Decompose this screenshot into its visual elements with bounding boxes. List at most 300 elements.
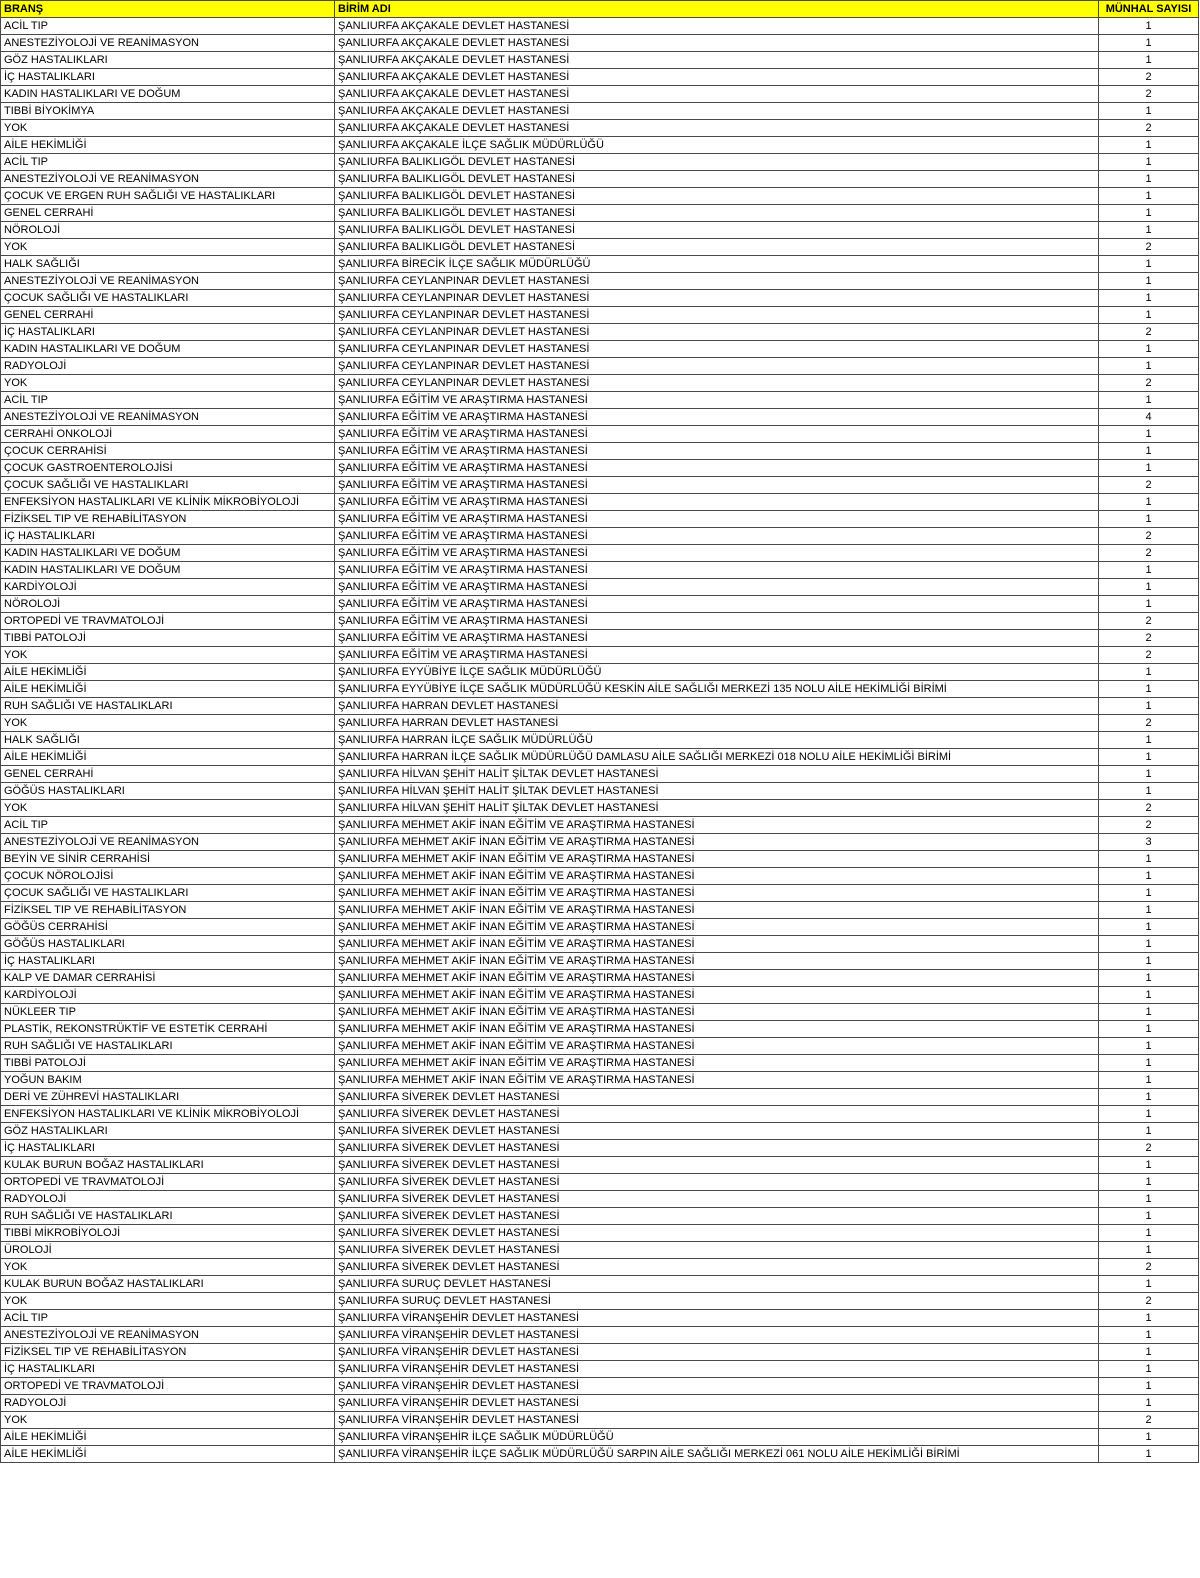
cell-munhal-sayisi: 1 xyxy=(1099,1072,1199,1089)
cell-munhal-sayisi: 2 xyxy=(1099,817,1199,834)
cell-brans: İÇ HASTALIKLARI xyxy=(1,69,335,86)
table-row xyxy=(1,970,1199,987)
cell-munhal-sayisi: 2 xyxy=(1099,613,1199,630)
cell-munhal-sayisi: 1 xyxy=(1099,1327,1199,1344)
table-row xyxy=(1,273,1199,290)
table-row xyxy=(1,443,1199,460)
cell-birim-adi: ŞANLIURFA HİLVAN ŞEHİT HALİT ŞİLTAK DEVLET HASTANESİ xyxy=(335,800,1099,817)
table-row xyxy=(1,783,1199,800)
cell-munhal-sayisi: 1 xyxy=(1099,579,1199,596)
cell-birim-adi: ŞANLIURFA EĞİTİM VE ARAŞTIRMA HASTANESİ xyxy=(335,477,1099,494)
cell-brans: ANESTEZİYOLOJİ VE REANİMASYON xyxy=(1,273,335,290)
cell-brans: RUH SAĞLIĞI VE HASTALIKLARI xyxy=(1,1208,335,1225)
table-row xyxy=(1,154,1199,171)
cell-birim-adi: ŞANLIURFA VİRANŞEHİR DEVLET HASTANESİ xyxy=(335,1395,1099,1412)
table-row xyxy=(1,1123,1199,1140)
cell-birim-adi: ŞANLIURFA MEHMET AKİF İNAN EĞİTİM VE ARAŞTIRMA HASTANESİ xyxy=(335,834,1099,851)
table-row xyxy=(1,1446,1199,1463)
cell-birim-adi: ŞANLIURFA SİVEREK DEVLET HASTANESİ xyxy=(335,1106,1099,1123)
cell-brans: GENEL CERRAHİ xyxy=(1,205,335,222)
cell-birim-adi: ŞANLIURFA EĞİTİM VE ARAŞTIRMA HASTANESİ xyxy=(335,545,1099,562)
cell-munhal-sayisi: 1 xyxy=(1099,273,1199,290)
table-row xyxy=(1,1310,1199,1327)
cell-birim-adi: ŞANLIURFA SİVEREK DEVLET HASTANESİ xyxy=(335,1225,1099,1242)
table-row xyxy=(1,222,1199,239)
cell-brans: ENFEKSİYON HASTALIKLARI VE KLİNİK MİKROBİYOLOJİ xyxy=(1,1106,335,1123)
cell-brans: YOK xyxy=(1,715,335,732)
cell-brans: ÇOCUK SAĞLIĞI VE HASTALIKLARI xyxy=(1,885,335,902)
cell-brans: YOK xyxy=(1,375,335,392)
cell-birim-adi: ŞANLIURFA EĞİTİM VE ARAŞTIRMA HASTANESİ xyxy=(335,579,1099,596)
cell-brans: İÇ HASTALIKLARI xyxy=(1,1140,335,1157)
table-row xyxy=(1,817,1199,834)
cell-munhal-sayisi: 1 xyxy=(1099,970,1199,987)
cell-birim-adi: ŞANLIURFA VİRANŞEHİR İLÇE SAĞLIK MÜDÜRLÜĞÜ xyxy=(335,1429,1099,1446)
table-row xyxy=(1,868,1199,885)
cell-brans: BEYİN VE SİNİR CERRAHİSİ xyxy=(1,851,335,868)
cell-brans: AİLE HEKİMLİĞİ xyxy=(1,681,335,698)
cell-munhal-sayisi: 2 xyxy=(1099,647,1199,664)
table-row xyxy=(1,341,1199,358)
table-row xyxy=(1,426,1199,443)
cell-birim-adi: ŞANLIURFA AKÇAKALE DEVLET HASTANESİ xyxy=(335,69,1099,86)
cell-munhal-sayisi: 1 xyxy=(1099,426,1199,443)
cell-brans: YOK xyxy=(1,1293,335,1310)
cell-birim-adi: ŞANLIURFA MEHMET AKİF İNAN EĞİTİM VE ARAŞTIRMA HASTANESİ xyxy=(335,1004,1099,1021)
cell-birim-adi: ŞANLIURFA MEHMET AKİF İNAN EĞİTİM VE ARAŞTIRMA HASTANESİ xyxy=(335,902,1099,919)
table-row xyxy=(1,664,1199,681)
table-row xyxy=(1,1157,1199,1174)
cell-munhal-sayisi: 3 xyxy=(1099,834,1199,851)
cell-birim-adi: ŞANLIURFA EĞİTİM VE ARAŞTIRMA HASTANESİ xyxy=(335,647,1099,664)
cell-birim-adi: ŞANLIURFA BALIKLIGÖL DEVLET HASTANESİ xyxy=(335,205,1099,222)
cell-brans: KADIN HASTALIKLARI VE DOĞUM xyxy=(1,562,335,579)
cell-munhal-sayisi: 1 xyxy=(1099,1038,1199,1055)
cell-munhal-sayisi: 1 xyxy=(1099,1004,1199,1021)
cell-munhal-sayisi: 1 xyxy=(1099,1123,1199,1140)
cell-munhal-sayisi: 1 xyxy=(1099,154,1199,171)
cell-munhal-sayisi: 1 xyxy=(1099,562,1199,579)
cell-birim-adi: ŞANLIURFA VİRANŞEHİR DEVLET HASTANESİ xyxy=(335,1412,1099,1429)
cell-munhal-sayisi: 1 xyxy=(1099,1310,1199,1327)
cell-brans: ORTOPEDİ VE TRAVMATOLOJİ xyxy=(1,613,335,630)
cell-birim-adi: ŞANLIURFA SİVEREK DEVLET HASTANESİ xyxy=(335,1208,1099,1225)
cell-munhal-sayisi: 1 xyxy=(1099,1208,1199,1225)
table-row xyxy=(1,851,1199,868)
cell-birim-adi: ŞANLIURFA BALIKLIGÖL DEVLET HASTANESİ xyxy=(335,188,1099,205)
cell-munhal-sayisi: 2 xyxy=(1099,1412,1199,1429)
table-row xyxy=(1,766,1199,783)
cell-brans: ANESTEZİYOLOJİ VE REANİMASYON xyxy=(1,1327,335,1344)
cell-brans: HALK SAĞLIĞI xyxy=(1,732,335,749)
cell-munhal-sayisi: 1 xyxy=(1099,953,1199,970)
cell-birim-adi: ŞANLIURFA BALIKLIGÖL DEVLET HASTANESİ xyxy=(335,239,1099,256)
cell-munhal-sayisi: 2 xyxy=(1099,528,1199,545)
cell-munhal-sayisi: 1 xyxy=(1099,1344,1199,1361)
cell-birim-adi: ŞANLIURFA SİVEREK DEVLET HASTANESİ xyxy=(335,1259,1099,1276)
cell-munhal-sayisi: 1 xyxy=(1099,919,1199,936)
cell-munhal-sayisi: 1 xyxy=(1099,494,1199,511)
cell-brans: YOK xyxy=(1,800,335,817)
cell-birim-adi: ŞANLIURFA MEHMET AKİF İNAN EĞİTİM VE ARAŞTIRMA HASTANESİ xyxy=(335,885,1099,902)
cell-birim-adi: ŞANLIURFA BİRECİK İLÇE SAĞLIK MÜDÜRLÜĞÜ xyxy=(335,256,1099,273)
cell-brans: NÖROLOJİ xyxy=(1,222,335,239)
cell-munhal-sayisi: 1 xyxy=(1099,341,1199,358)
cell-brans: ACİL TIP xyxy=(1,817,335,834)
cell-brans: ACİL TIP xyxy=(1,392,335,409)
cell-birim-adi: ŞANLIURFA EĞİTİM VE ARAŞTIRMA HASTANESİ xyxy=(335,392,1099,409)
cell-birim-adi: ŞANLIURFA SİVEREK DEVLET HASTANESİ xyxy=(335,1174,1099,1191)
cell-munhal-sayisi: 2 xyxy=(1099,715,1199,732)
cell-munhal-sayisi: 1 xyxy=(1099,783,1199,800)
cell-munhal-sayisi: 1 xyxy=(1099,681,1199,698)
table-row xyxy=(1,1174,1199,1191)
table-row xyxy=(1,511,1199,528)
table-row xyxy=(1,1412,1199,1429)
cell-birim-adi: ŞANLIURFA VİRANŞEHİR DEVLET HASTANESİ xyxy=(335,1344,1099,1361)
cell-birim-adi: ŞANLIURFA EĞİTİM VE ARAŞTIRMA HASTANESİ xyxy=(335,630,1099,647)
cell-munhal-sayisi: 2 xyxy=(1099,120,1199,137)
cell-munhal-sayisi: 1 xyxy=(1099,664,1199,681)
table-row xyxy=(1,681,1199,698)
cell-munhal-sayisi: 4 xyxy=(1099,409,1199,426)
cell-munhal-sayisi: 2 xyxy=(1099,800,1199,817)
cell-munhal-sayisi: 1 xyxy=(1099,35,1199,52)
table-row xyxy=(1,290,1199,307)
cell-brans: ÇOCUK NÖROLOJİSİ xyxy=(1,868,335,885)
cell-munhal-sayisi: 1 xyxy=(1099,851,1199,868)
cell-munhal-sayisi: 2 xyxy=(1099,477,1199,494)
cell-brans: AİLE HEKİMLİĞİ xyxy=(1,1446,335,1463)
cell-birim-adi: ŞANLIURFA SURUÇ DEVLET HASTANESİ xyxy=(335,1293,1099,1310)
cell-munhal-sayisi: 1 xyxy=(1099,511,1199,528)
cell-munhal-sayisi: 1 xyxy=(1099,1225,1199,1242)
cell-munhal-sayisi: 1 xyxy=(1099,1174,1199,1191)
cell-birim-adi: ŞANLIURFA CEYLANPINAR DEVLET HASTANESİ xyxy=(335,341,1099,358)
cell-birim-adi: ŞANLIURFA AKÇAKALE İLÇE SAĞLIK MÜDÜRLÜĞÜ xyxy=(335,137,1099,154)
cell-brans: KARDİYOLOJİ xyxy=(1,987,335,1004)
cell-brans: GENEL CERRAHİ xyxy=(1,766,335,783)
cell-brans: YOK xyxy=(1,1412,335,1429)
table-row xyxy=(1,936,1199,953)
cell-birim-adi: ŞANLIURFA EĞİTİM VE ARAŞTIRMA HASTANESİ xyxy=(335,511,1099,528)
table-row xyxy=(1,1191,1199,1208)
table-row xyxy=(1,885,1199,902)
cell-brans: İÇ HASTALIKLARI xyxy=(1,953,335,970)
table-row xyxy=(1,1106,1199,1123)
cell-birim-adi: ŞANLIURFA SURUÇ DEVLET HASTANESİ xyxy=(335,1276,1099,1293)
cell-brans: ÇOCUK SAĞLIĞI VE HASTALIKLARI xyxy=(1,477,335,494)
table-row xyxy=(1,69,1199,86)
cell-munhal-sayisi: 1 xyxy=(1099,1106,1199,1123)
cell-munhal-sayisi: 1 xyxy=(1099,1242,1199,1259)
cell-brans: NÖROLOJİ xyxy=(1,596,335,613)
table-row xyxy=(1,103,1199,120)
cell-birim-adi: ŞANLIURFA VİRANŞEHİR İLÇE SAĞLIK MÜDÜRLÜĞÜ SARPIN AİLE SAĞLIĞI MERKEZİ 061 NOLU AİLE HEKİMLİĞİ BİRİMİ xyxy=(335,1446,1099,1463)
cell-munhal-sayisi: 1 xyxy=(1099,1429,1199,1446)
cell-birim-adi: ŞANLIURFA SİVEREK DEVLET HASTANESİ xyxy=(335,1089,1099,1106)
table-row xyxy=(1,800,1199,817)
cell-munhal-sayisi: 2 xyxy=(1099,239,1199,256)
cell-munhal-sayisi: 1 xyxy=(1099,885,1199,902)
cell-brans: KADIN HASTALIKLARI VE DOĞUM xyxy=(1,545,335,562)
table-row xyxy=(1,205,1199,222)
cell-brans: KULAK BURUN BOĞAZ HASTALIKLARI xyxy=(1,1276,335,1293)
cell-munhal-sayisi: 1 xyxy=(1099,1361,1199,1378)
table-row xyxy=(1,1242,1199,1259)
cell-munhal-sayisi: 1 xyxy=(1099,171,1199,188)
cell-brans: GÖZ HASTALIKLARI xyxy=(1,1123,335,1140)
cell-brans: YOK xyxy=(1,647,335,664)
cell-munhal-sayisi: 2 xyxy=(1099,1259,1199,1276)
table-row xyxy=(1,460,1199,477)
table-row xyxy=(1,613,1199,630)
cell-munhal-sayisi: 2 xyxy=(1099,630,1199,647)
cell-munhal-sayisi: 1 xyxy=(1099,1021,1199,1038)
cell-munhal-sayisi: 1 xyxy=(1099,1191,1199,1208)
cell-birim-adi: ŞANLIURFA EĞİTİM VE ARAŞTIRMA HASTANESİ xyxy=(335,528,1099,545)
cell-munhal-sayisi: 1 xyxy=(1099,205,1199,222)
cell-birim-adi: ŞANLIURFA SİVEREK DEVLET HASTANESİ xyxy=(335,1140,1099,1157)
cell-munhal-sayisi: 1 xyxy=(1099,358,1199,375)
cell-birim-adi: ŞANLIURFA MEHMET AKİF İNAN EĞİTİM VE ARAŞTIRMA HASTANESİ xyxy=(335,919,1099,936)
cell-birim-adi: ŞANLIURFA CEYLANPINAR DEVLET HASTANESİ xyxy=(335,290,1099,307)
table-row xyxy=(1,698,1199,715)
cell-birim-adi: ŞANLIURFA SİVEREK DEVLET HASTANESİ xyxy=(335,1242,1099,1259)
cell-munhal-sayisi: 1 xyxy=(1099,1089,1199,1106)
cell-birim-adi: ŞANLIURFA BALIKLIGÖL DEVLET HASTANESİ xyxy=(335,154,1099,171)
table-header xyxy=(1,1,1199,18)
header-row xyxy=(1,1,1199,18)
cell-birim-adi: ŞANLIURFA HİLVAN ŞEHİT HALİT ŞİLTAK DEVLET HASTANESİ xyxy=(335,766,1099,783)
cell-munhal-sayisi: 1 xyxy=(1099,18,1199,35)
cell-munhal-sayisi: 1 xyxy=(1099,52,1199,69)
cell-brans: RADYOLOJİ xyxy=(1,1191,335,1208)
header-birim-adi: BİRİM ADI xyxy=(335,1,1099,18)
cell-birim-adi: ŞANLIURFA MEHMET AKİF İNAN EĞİTİM VE ARAŞTIRMA HASTANESİ xyxy=(335,868,1099,885)
cell-munhal-sayisi: 1 xyxy=(1099,902,1199,919)
cell-birim-adi: ŞANLIURFA EĞİTİM VE ARAŞTIRMA HASTANESİ xyxy=(335,426,1099,443)
cell-brans: DERİ VE ZÜHREVİ HASTALIKLARI xyxy=(1,1089,335,1106)
table-row xyxy=(1,494,1199,511)
cell-brans: TIBBİ PATOLOJİ xyxy=(1,1055,335,1072)
table-row xyxy=(1,256,1199,273)
cell-brans: GENEL CERRAHİ xyxy=(1,307,335,324)
table-row xyxy=(1,630,1199,647)
cell-birim-adi: ŞANLIURFA AKÇAKALE DEVLET HASTANESİ xyxy=(335,86,1099,103)
cell-birim-adi: ŞANLIURFA EĞİTİM VE ARAŞTIRMA HASTANESİ xyxy=(335,613,1099,630)
cell-munhal-sayisi: 2 xyxy=(1099,1293,1199,1310)
table-row xyxy=(1,171,1199,188)
cell-munhal-sayisi: 1 xyxy=(1099,443,1199,460)
cell-brans: TIBBİ MİKROBİYOLOJİ xyxy=(1,1225,335,1242)
table-row xyxy=(1,953,1199,970)
cell-birim-adi: ŞANLIURFA MEHMET AKİF İNAN EĞİTİM VE ARAŞTIRMA HASTANESİ xyxy=(335,936,1099,953)
cell-munhal-sayisi: 1 xyxy=(1099,1276,1199,1293)
cell-munhal-sayisi: 2 xyxy=(1099,375,1199,392)
table-row xyxy=(1,52,1199,69)
table-row xyxy=(1,120,1199,137)
table-row xyxy=(1,545,1199,562)
table-row xyxy=(1,1293,1199,1310)
cell-brans: ENFEKSİYON HASTALIKLARI VE KLİNİK MİKROBİYOLOJİ xyxy=(1,494,335,511)
cell-brans: FİZİKSEL TIP VE REHABİLİTASYON xyxy=(1,902,335,919)
table-row xyxy=(1,86,1199,103)
table-row xyxy=(1,1361,1199,1378)
cell-brans: YOK xyxy=(1,239,335,256)
cell-munhal-sayisi: 1 xyxy=(1099,1378,1199,1395)
cell-brans: GÖZ HASTALIKLARI xyxy=(1,52,335,69)
cell-birim-adi: ŞANLIURFA CEYLANPINAR DEVLET HASTANESİ xyxy=(335,324,1099,341)
cell-birim-adi: ŞANLIURFA VİRANŞEHİR DEVLET HASTANESİ xyxy=(335,1327,1099,1344)
cell-brans: TIBBİ PATOLOJİ xyxy=(1,630,335,647)
table-row xyxy=(1,188,1199,205)
cell-brans: İÇ HASTALIKLARI xyxy=(1,1361,335,1378)
cell-birim-adi: ŞANLIURFA MEHMET AKİF İNAN EĞİTİM VE ARAŞTIRMA HASTANESİ xyxy=(335,953,1099,970)
table-row xyxy=(1,647,1199,664)
table-row xyxy=(1,528,1199,545)
cell-munhal-sayisi: 1 xyxy=(1099,460,1199,477)
cell-brans: ANESTEZİYOLOJİ VE REANİMASYON xyxy=(1,409,335,426)
cell-birim-adi: ŞANLIURFA MEHMET AKİF İNAN EĞİTİM VE ARAŞTIRMA HASTANESİ xyxy=(335,1072,1099,1089)
table-row xyxy=(1,1021,1199,1038)
cell-birim-adi: ŞANLIURFA AKÇAKALE DEVLET HASTANESİ xyxy=(335,103,1099,120)
cell-birim-adi: ŞANLIURFA SİVEREK DEVLET HASTANESİ xyxy=(335,1123,1099,1140)
table-row xyxy=(1,1378,1199,1395)
cell-birim-adi: ŞANLIURFA MEHMET AKİF İNAN EĞİTİM VE ARAŞTIRMA HASTANESİ xyxy=(335,851,1099,868)
table-row xyxy=(1,358,1199,375)
cell-birim-adi: ŞANLIURFA SİVEREK DEVLET HASTANESİ xyxy=(335,1191,1099,1208)
cell-birim-adi: ŞANLIURFA EĞİTİM VE ARAŞTIRMA HASTANESİ xyxy=(335,596,1099,613)
cell-brans: AİLE HEKİMLİĞİ xyxy=(1,664,335,681)
cell-brans: PLASTİK, REKONSTRÜKTİF VE ESTETİK CERRAHİ xyxy=(1,1021,335,1038)
cell-munhal-sayisi: 1 xyxy=(1099,987,1199,1004)
cell-munhal-sayisi: 1 xyxy=(1099,290,1199,307)
cell-birim-adi: ŞANLIURFA EĞİTİM VE ARAŞTIRMA HASTANESİ xyxy=(335,494,1099,511)
table-row xyxy=(1,1429,1199,1446)
table-row xyxy=(1,715,1199,732)
table-row xyxy=(1,902,1199,919)
cell-brans: AİLE HEKİMLİĞİ xyxy=(1,137,335,154)
cell-birim-adi: ŞANLIURFA BALIKLIGÖL DEVLET HASTANESİ xyxy=(335,171,1099,188)
table-row xyxy=(1,596,1199,613)
cell-brans: ANESTEZİYOLOJİ VE REANİMASYON xyxy=(1,171,335,188)
cell-brans: GÖĞÜS CERRAHİSİ xyxy=(1,919,335,936)
cell-munhal-sayisi: 2 xyxy=(1099,1140,1199,1157)
cell-brans: NÜKLEER TIP xyxy=(1,1004,335,1021)
table-row xyxy=(1,324,1199,341)
cell-brans: İÇ HASTALIKLARI xyxy=(1,324,335,341)
cell-munhal-sayisi: 1 xyxy=(1099,1395,1199,1412)
cell-brans: RADYOLOJİ xyxy=(1,1395,335,1412)
cell-birim-adi: ŞANLIURFA MEHMET AKİF İNAN EĞİTİM VE ARAŞTIRMA HASTANESİ xyxy=(335,1055,1099,1072)
cell-munhal-sayisi: 1 xyxy=(1099,936,1199,953)
cell-brans: FİZİKSEL TIP VE REHABİLİTASYON xyxy=(1,1344,335,1361)
table-row xyxy=(1,239,1199,256)
cell-brans: ÇOCUK GASTROENTEROLOJİSİ xyxy=(1,460,335,477)
cell-birim-adi: ŞANLIURFA EĞİTİM VE ARAŞTIRMA HASTANESİ xyxy=(335,562,1099,579)
cell-munhal-sayisi: 2 xyxy=(1099,86,1199,103)
cell-birim-adi: ŞANLIURFA MEHMET AKİF İNAN EĞİTİM VE ARAŞTIRMA HASTANESİ xyxy=(335,970,1099,987)
cell-munhal-sayisi: 2 xyxy=(1099,545,1199,562)
table-row xyxy=(1,1038,1199,1055)
cell-brans: YOK xyxy=(1,120,335,137)
cell-brans: ANESTEZİYOLOJİ VE REANİMASYON xyxy=(1,35,335,52)
cell-birim-adi: ŞANLIURFA MEHMET AKİF İNAN EĞİTİM VE ARAŞTIRMA HASTANESİ xyxy=(335,1021,1099,1038)
cell-birim-adi: ŞANLIURFA VİRANŞEHİR DEVLET HASTANESİ xyxy=(335,1361,1099,1378)
cell-brans: KULAK BURUN BOĞAZ HASTALIKLARI xyxy=(1,1157,335,1174)
table-row xyxy=(1,1140,1199,1157)
cell-brans: ACİL TIP xyxy=(1,154,335,171)
cell-birim-adi: ŞANLIURFA AKÇAKALE DEVLET HASTANESİ xyxy=(335,18,1099,35)
table-row xyxy=(1,1004,1199,1021)
table-row xyxy=(1,987,1199,1004)
cell-brans: AİLE HEKİMLİĞİ xyxy=(1,1429,335,1446)
cell-brans: AİLE HEKİMLİĞİ xyxy=(1,749,335,766)
cell-birim-adi: ŞANLIURFA CEYLANPINAR DEVLET HASTANESİ xyxy=(335,307,1099,324)
cell-brans: RUH SAĞLIĞI VE HASTALIKLARI xyxy=(1,698,335,715)
cell-brans: TIBBİ BİYOKİMYA xyxy=(1,103,335,120)
cell-munhal-sayisi: 1 xyxy=(1099,868,1199,885)
cell-birim-adi: ŞANLIURFA AKÇAKALE DEVLET HASTANESİ xyxy=(335,52,1099,69)
cell-birim-adi: ŞANLIURFA EYYÜBİYE İLÇE SAĞLIK MÜDÜRLÜĞÜ KESKİN AİLE SAĞLIĞI MERKEZİ 135 NOLU AİLE HEKİMLİĞİ BİRİMİ xyxy=(335,681,1099,698)
cell-munhal-sayisi: 1 xyxy=(1099,698,1199,715)
table-row xyxy=(1,1072,1199,1089)
table-row xyxy=(1,409,1199,426)
table-row xyxy=(1,1344,1199,1361)
cell-birim-adi: ŞANLIURFA VİRANŞEHİR DEVLET HASTANESİ xyxy=(335,1378,1099,1395)
cell-brans: ÇOCUK VE ERGEN RUH SAĞLIĞI VE HASTALIKLARI xyxy=(1,188,335,205)
cell-brans: İÇ HASTALIKLARI xyxy=(1,528,335,545)
table-body xyxy=(1,18,1199,1463)
cell-brans: ACİL TIP xyxy=(1,18,335,35)
cell-brans: ORTOPEDİ VE TRAVMATOLOJİ xyxy=(1,1174,335,1191)
cell-birim-adi: ŞANLIURFA MEHMET AKİF İNAN EĞİTİM VE ARAŞTIRMA HASTANESİ xyxy=(335,817,1099,834)
cell-munhal-sayisi: 2 xyxy=(1099,324,1199,341)
table-row xyxy=(1,1259,1199,1276)
cell-munhal-sayisi: 1 xyxy=(1099,137,1199,154)
table-row xyxy=(1,1208,1199,1225)
table-row xyxy=(1,137,1199,154)
table-row xyxy=(1,834,1199,851)
cell-birim-adi: ŞANLIURFA MEHMET AKİF İNAN EĞİTİM VE ARAŞTIRMA HASTANESİ xyxy=(335,987,1099,1004)
cell-brans: KADIN HASTALIKLARI VE DOĞUM xyxy=(1,86,335,103)
table-row xyxy=(1,919,1199,936)
cell-brans: CERRAHİ ONKOLOJİ xyxy=(1,426,335,443)
table-row xyxy=(1,749,1199,766)
cell-brans: HALK SAĞLIĞI xyxy=(1,256,335,273)
cell-brans: KARDİYOLOJİ xyxy=(1,579,335,596)
cell-brans: RADYOLOJİ xyxy=(1,358,335,375)
cell-munhal-sayisi: 1 xyxy=(1099,188,1199,205)
cell-birim-adi: ŞANLIURFA CEYLANPINAR DEVLET HASTANESİ xyxy=(335,375,1099,392)
cell-brans: KADIN HASTALIKLARI VE DOĞUM xyxy=(1,341,335,358)
cell-birim-adi: ŞANLIURFA HARRAN İLÇE SAĞLIK MÜDÜRLÜĞÜ DAMLASU AİLE SAĞLIĞI MERKEZİ 018 NOLU AİLE HEKİMLİĞİ BİRİMİ xyxy=(335,749,1099,766)
table-row xyxy=(1,1055,1199,1072)
table-row xyxy=(1,579,1199,596)
cell-munhal-sayisi: 1 xyxy=(1099,596,1199,613)
cell-munhal-sayisi: 1 xyxy=(1099,222,1199,239)
cell-brans: ORTOPEDİ VE TRAVMATOLOJİ xyxy=(1,1378,335,1395)
cell-munhal-sayisi: 1 xyxy=(1099,392,1199,409)
cell-munhal-sayisi: 1 xyxy=(1099,307,1199,324)
table-row xyxy=(1,307,1199,324)
cell-brans: KALP VE DAMAR CERRAHİSİ xyxy=(1,970,335,987)
cell-birim-adi: ŞANLIURFA AKÇAKALE DEVLET HASTANESİ xyxy=(335,35,1099,52)
cell-munhal-sayisi: 2 xyxy=(1099,69,1199,86)
table-row xyxy=(1,477,1199,494)
header-brans: BRANŞ xyxy=(1,1,335,18)
